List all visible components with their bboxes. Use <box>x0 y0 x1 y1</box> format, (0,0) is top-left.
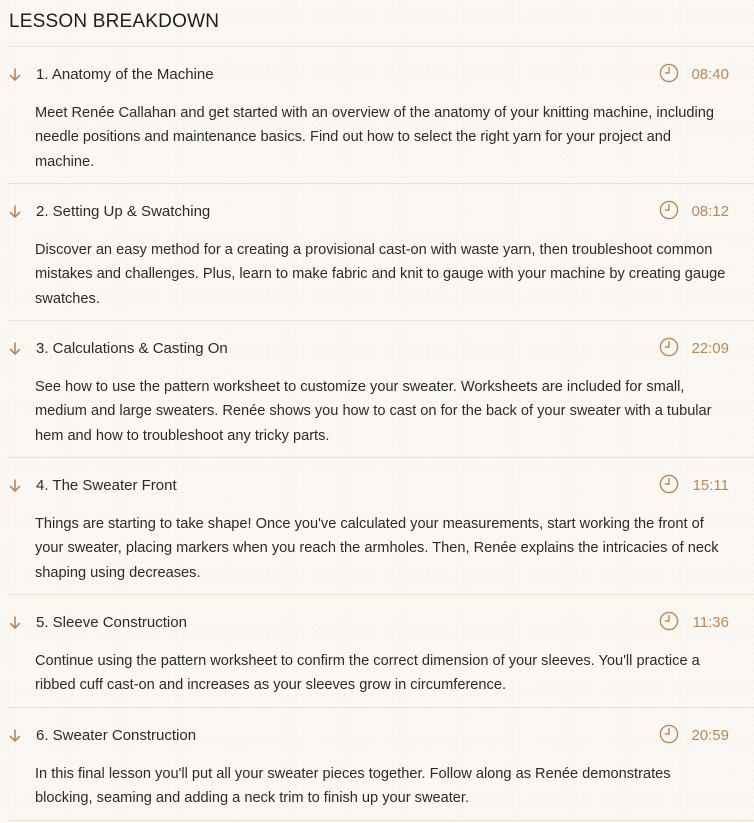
lesson-header[interactable] <box>0 458 754 512</box>
lesson-header[interactable] <box>0 47 754 101</box>
section-title: LESSON BREAKDOWN <box>9 11 220 32</box>
lesson-item[interactable] <box>0 458 754 595</box>
lesson-duration: 15:11 <box>692 477 729 494</box>
lesson-description: Continue using the pattern worksheet to confirm the correct dimension of your sleeves. You'll practice a ribbed cuff cast-on and increases as your sleeves grow in circumference. <box>35 653 700 694</box>
lesson-description: Discover an easy method for a creating a provisional cast-on with waste yarn, then troubleshoot common mistakes and challenges. Plus, learn to make fabric and knit to gauge with your machine by creating gauge swatches. <box>35 242 726 307</box>
lesson-header[interactable] <box>0 708 754 762</box>
lesson-header[interactable] <box>0 184 754 238</box>
clock-icon <box>659 337 679 357</box>
lesson-title[interactable]: 1. Anatomy of the Machine <box>36 66 214 83</box>
lesson-title[interactable]: 2. Setting Up & Swatching <box>36 203 211 220</box>
arrow-down-icon[interactable] <box>9 479 21 493</box>
lesson-title[interactable]: 5. Sleeve Construction <box>36 614 187 631</box>
arrow-down-icon[interactable] <box>9 205 21 219</box>
lesson-title[interactable]: 4. The Sweater Front <box>36 477 177 494</box>
lesson-title[interactable]: 6. Sweater Construction <box>36 727 197 744</box>
lesson-header[interactable] <box>0 595 754 649</box>
lesson-item[interactable] <box>0 708 754 821</box>
lesson-description: See how to use the pattern worksheet to customize your sweater. Worksheets are included for small, medium and large sweaters. Renée shows you how to cast on for the back of your sweater with a tubular hem and how to troubleshoot any tricky parts. <box>35 379 712 444</box>
clock-icon <box>659 724 679 744</box>
lesson-description: Things are starting to take shape! Once you've calculated your measurements, start working the front of your sweater, placing markers when you reach the armholes. Then, Renée explains the intricacies of neck shaping using decreases. <box>35 516 719 581</box>
lesson-divider <box>8 820 754 821</box>
arrow-down-icon[interactable] <box>9 68 21 82</box>
lesson-item[interactable] <box>0 321 754 458</box>
clock-icon <box>659 63 679 83</box>
lesson-duration: 22:09 <box>691 340 729 357</box>
clock-icon <box>659 611 679 631</box>
clock-icon <box>659 474 679 494</box>
lesson-item[interactable] <box>0 47 754 184</box>
arrow-down-icon[interactable] <box>9 616 21 630</box>
lesson-duration: 20:59 <box>691 727 729 744</box>
lesson-duration: 08:12 <box>691 203 729 220</box>
lesson-item[interactable] <box>0 184 754 321</box>
lesson-list <box>0 47 754 821</box>
lesson-description: In this final lesson you'll put all your sweater pieces together. Follow along as Renée demonstrates blocking, seaming and adding a neck trim to finish up your sweater. <box>35 766 671 807</box>
lesson-item[interactable] <box>0 595 754 708</box>
lesson-description: Meet Renée Callahan and get started with an overview of the anatomy of your knitting machine, including needle positions and maintenance basics. Find out how to select the right yarn for your project and machine. <box>35 105 715 170</box>
lesson-duration: 11:36 <box>692 614 729 631</box>
arrow-down-icon[interactable] <box>9 342 21 356</box>
lesson-title[interactable]: 3. Calculations & Casting On <box>36 340 228 357</box>
lesson-duration: 08:40 <box>691 66 729 83</box>
clock-icon <box>659 200 679 220</box>
lesson-header[interactable] <box>0 321 754 375</box>
arrow-down-icon[interactable] <box>9 729 21 743</box>
